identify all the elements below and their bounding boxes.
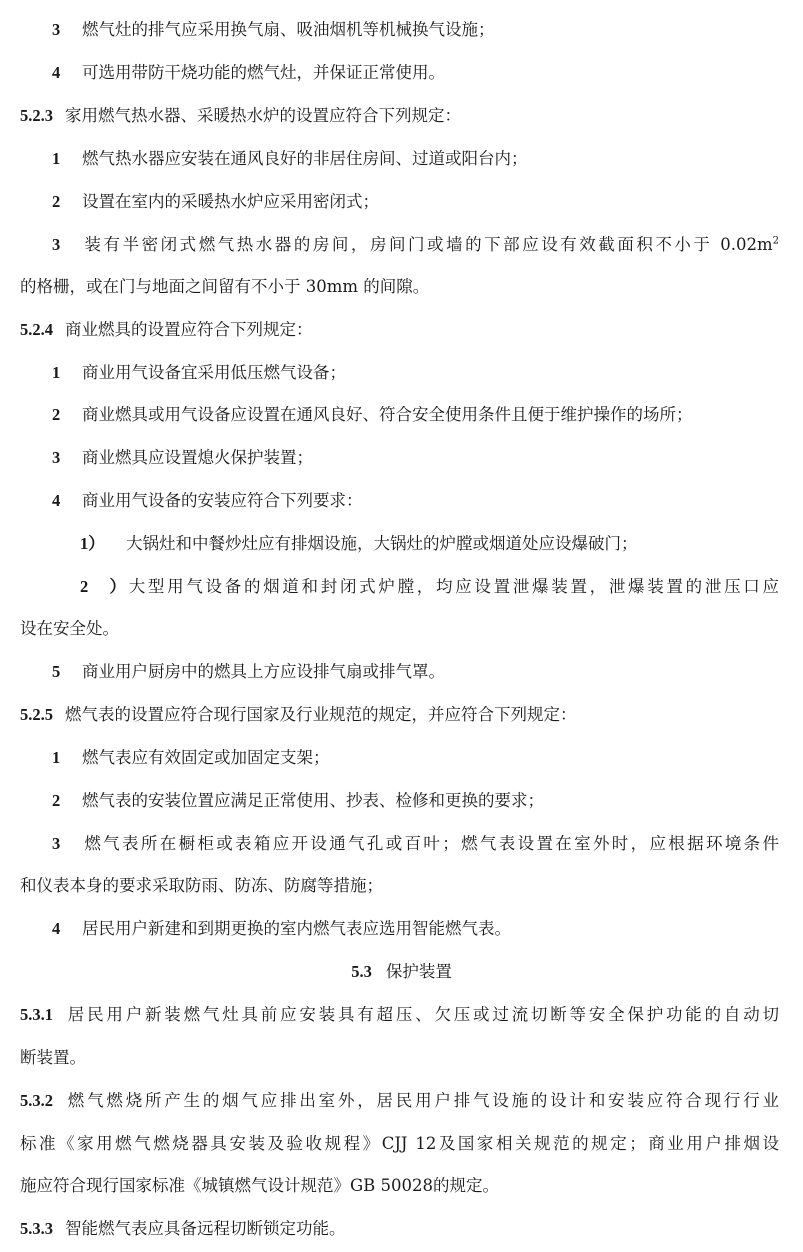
clause-text: 商业燃具的设置应符合下列规定： — [65, 320, 313, 339]
item-text: 燃气表所在橱柜或表箱应开设通气孔或百叶；燃气表设置在室外时，应根据环境条件 — [82, 834, 779, 853]
clause-number: 5.3.2 — [20, 1091, 53, 1110]
clause-number: 5.3.3 — [20, 1219, 53, 1238]
clause — [20, 703, 803, 727]
list-item — [52, 147, 803, 171]
item-text: 商业燃具应设置熄火保护装置； — [82, 448, 313, 467]
continuation-line — [20, 1174, 803, 1198]
item-text: 商业燃具或用气设备应设置在通风良好、符合安全使用条件且便于维护操作的场所； — [82, 405, 693, 424]
continuation-line — [20, 275, 803, 299]
item-number: 5 — [52, 662, 61, 681]
item-number: 1 — [52, 149, 61, 168]
sub-item — [80, 575, 779, 599]
clause — [20, 318, 803, 342]
clause-text: 智能燃气表应具备远程切断锁定功能。 — [65, 1219, 346, 1238]
clause-number: 5.2.5 — [20, 705, 53, 724]
continuation-line — [20, 1132, 779, 1156]
clause-text: 燃气表的设置应符合现行国家及行业规范的规定，并应符合下列规定： — [65, 705, 577, 724]
list-item — [52, 660, 803, 684]
clause-text: 施应符合现行国家标准《城镇燃气设计规范》GB 50028的规定。 — [20, 1176, 500, 1195]
item-number: 3 — [52, 20, 61, 39]
list-item — [52, 61, 803, 85]
item-text: 商业用气设备宜采用低压燃气设备； — [82, 363, 346, 382]
section-title: 保护装置 — [385, 962, 452, 981]
clause-text: 标准《家用燃气燃烧器具安装及验收规程》CJJ 12及国家相关规范的规定；商业用户排烟设 — [20, 1134, 779, 1153]
item-text: 居民用户新建和到期更换的室内燃气表应选用智能燃气表。 — [82, 919, 511, 938]
list-item — [52, 233, 779, 257]
item-number: 2 — [52, 192, 61, 211]
continuation-line — [20, 617, 803, 641]
clause — [20, 1217, 803, 1241]
clause-number: 5.3.1 — [20, 1005, 53, 1024]
clause-text: 燃气燃烧所产生的烟气应排出室外，居民用户排气设施的设计和安装应符合现行行业 — [65, 1091, 779, 1110]
list-item — [52, 18, 803, 42]
item-text: 燃气表应有效固定或加固定支架； — [82, 748, 330, 767]
continuation-line — [20, 874, 803, 898]
continuation-line — [20, 1046, 803, 1070]
list-item — [52, 832, 779, 856]
list-item — [52, 403, 803, 427]
item-text: 的格栅，或在门与地面之间留有不小于 30mm 的间隙。 — [20, 277, 430, 296]
item-text: 燃气灶的排气应采用换气扇、吸油烟机等机械换气设施； — [82, 20, 495, 39]
section-number: 5.3 — [351, 962, 372, 981]
clause-text: 断装置。 — [20, 1048, 86, 1067]
item-number: 4 — [52, 491, 61, 510]
item-text: 燃气表的安装位置应满足正常使用、抄表、检修和更换的要求； — [82, 791, 544, 810]
item-text: 设置在室内的采暖热水炉应采用密闭式； — [82, 192, 379, 211]
item-text: 设在安全处。 — [20, 619, 119, 638]
clause-text: 居民用户新装燃气灶具前应安装具有超压、欠压或过流切断等安全保护功能的自动切 — [65, 1005, 779, 1024]
sub-item-text: 大锅灶和中餐炒灶应有排烟设施，大锅灶的炉膛或烟道处应设爆破门； — [126, 534, 638, 553]
item-text: 燃气热水器应安装在通风良好的非居住房间、过道或阳台内； — [82, 149, 528, 168]
item-number: 3 — [52, 448, 61, 467]
item-text: 装有半密闭式燃气热水器的房间，房间门或墙的下部应设有效截面积不小于 0.02m — [82, 235, 773, 254]
section-heading — [0, 960, 803, 984]
item-number: 3 — [52, 834, 61, 853]
item-text: 商业用气设备的安装应符合下列要求： — [82, 491, 363, 510]
item-number: 2 — [52, 405, 61, 424]
list-item — [52, 190, 803, 214]
clause — [20, 104, 803, 128]
item-number: 3 — [52, 235, 61, 254]
clause-number: 5.2.3 — [20, 106, 53, 125]
item-number: 2 — [52, 791, 61, 810]
sub-item-number: 2） — [80, 577, 126, 596]
list-item — [52, 361, 803, 385]
list-item — [52, 489, 803, 513]
item-number: 4 — [52, 919, 61, 938]
superscript: 2 — [772, 235, 779, 247]
item-text: 商业用户厨房中的燃具上方应设排气扇或排气罩。 — [82, 662, 445, 681]
list-item — [52, 746, 803, 770]
list-item — [52, 446, 803, 470]
clause-number: 5.2.4 — [20, 320, 53, 339]
item-text: 可选用带防干烧功能的燃气灶，并保证正常使用。 — [82, 63, 445, 82]
clause — [20, 1003, 779, 1027]
clause — [20, 1089, 779, 1113]
item-number: 4 — [52, 63, 61, 82]
sub-item-text: 大型用气设备的烟道和封闭式炉膛，均应设置泄爆装置，泄爆装置的泄压口应 — [126, 577, 779, 596]
item-number: 1 — [52, 748, 61, 767]
sub-item-number: 1） — [80, 534, 105, 553]
list-item — [52, 789, 803, 813]
clause-text: 家用燃气热水器、采暖热水炉的设置应符合下列规定： — [65, 106, 461, 125]
item-number: 1 — [52, 363, 61, 382]
list-item — [52, 917, 803, 941]
item-text: 和仪表本身的要求采取防雨、防冻、防腐等措施； — [20, 876, 383, 895]
sub-item — [80, 532, 803, 556]
